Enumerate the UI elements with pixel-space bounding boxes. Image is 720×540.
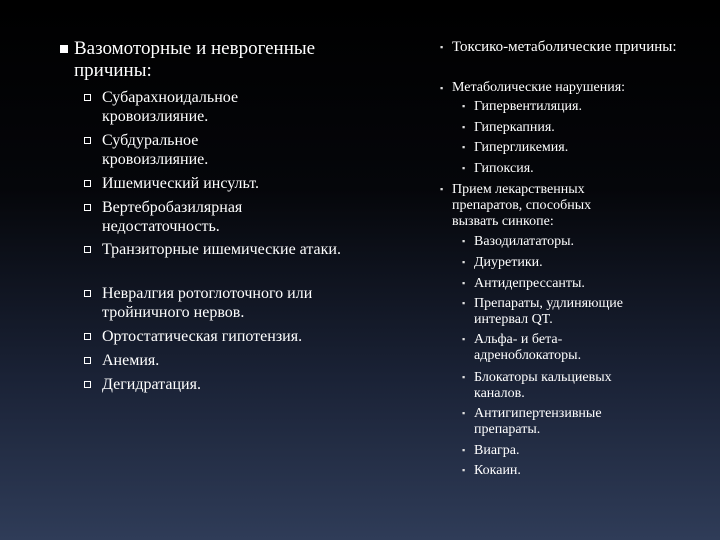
filled-square-icon xyxy=(60,45,68,53)
drug-item: ▪ Блокаторы кальциевых каналов. xyxy=(462,370,612,401)
hollow-square-icon xyxy=(84,381,91,388)
small-dot-icon: ▪ xyxy=(462,278,466,288)
hollow-square-icon xyxy=(84,290,91,297)
left-list-item: Субдуральное кровоизлияние. xyxy=(102,131,302,169)
metabolic-item: ▪ Гипоксия. xyxy=(462,161,534,176)
small-dot-icon: ▪ xyxy=(462,101,466,111)
small-dot-icon: ▪ xyxy=(462,298,466,308)
hollow-square-icon xyxy=(84,357,91,364)
left-list-item: Ишемический инсульт. xyxy=(102,174,342,193)
drug-item: ▪ Препараты, удлиняющие интервал QT. xyxy=(462,296,624,327)
metabolic-label: ▪ Метаболические нарушения: xyxy=(440,80,626,95)
small-dot-icon: ▪ xyxy=(462,465,466,475)
left-list-item: Вертебробазилярная недостаточность. xyxy=(102,198,302,236)
hollow-square-icon xyxy=(84,204,91,211)
hollow-square-icon xyxy=(84,180,91,187)
small-dot-icon: ▪ xyxy=(462,163,466,173)
drugs-label: ▪ Прием лекарственных препаратов, способных вызвать синкопе: xyxy=(440,182,592,229)
small-dot-icon: ▪ xyxy=(462,334,466,344)
small-dot-icon: ▪ xyxy=(440,184,444,194)
small-dot-icon: ▪ xyxy=(462,236,466,246)
small-dot-icon: ▪ xyxy=(462,257,466,267)
left-heading xyxy=(76,38,376,82)
left-list-item: Транзиторные ишемические атаки. xyxy=(102,240,357,259)
left-list-item: Анемия. xyxy=(102,351,342,370)
left-list-item: Дегидратация. xyxy=(102,375,342,394)
right-heading-text: Токсико-метаболические причины: xyxy=(452,39,677,55)
drug-item: ▪ Кокаин. xyxy=(462,463,521,478)
drug-item: ▪ Диуретики. xyxy=(462,255,543,270)
drug-item: ▪ Виагра. xyxy=(462,443,520,458)
left-list-item: Ортостатическая гипотензия. xyxy=(102,327,372,346)
small-dot-icon: ▪ xyxy=(462,142,466,152)
drug-item: ▪ Антидепрессанты. xyxy=(462,276,585,291)
right-heading xyxy=(440,39,692,56)
small-dot-icon: ▪ xyxy=(462,372,466,382)
metabolic-item: ▪ Гиперкапния. xyxy=(462,120,555,135)
hollow-square-icon xyxy=(84,137,91,144)
hollow-square-icon xyxy=(84,246,91,253)
small-dot-icon: ▪ xyxy=(462,445,466,455)
small-dot-icon: ▪ xyxy=(462,122,466,132)
drug-item: ▪ Антигипертензивные препараты. xyxy=(462,406,602,437)
small-dot-icon: ▪ xyxy=(440,42,444,52)
hollow-square-icon xyxy=(84,94,91,101)
small-dot-icon: ▪ xyxy=(462,408,466,418)
drug-item: ▪ Альфа- и бета-адреноблокаторы. xyxy=(462,332,582,363)
small-dot-icon: ▪ xyxy=(440,83,444,93)
metabolic-item: ▪ Гипервентиляция. xyxy=(462,99,582,114)
left-list-item: Субарахноидальное кровоизлияние. xyxy=(102,88,302,126)
metabolic-item: ▪ Гипергликемия. xyxy=(462,140,569,155)
hollow-square-icon xyxy=(84,333,91,340)
left-heading-text: Вазомоторные и неврогенные причины: xyxy=(74,38,316,81)
drug-item: ▪ Вазодилататоры. xyxy=(462,234,575,249)
left-list-item: Невралгия ротоглоточного или тройничного нервов. xyxy=(102,284,342,322)
